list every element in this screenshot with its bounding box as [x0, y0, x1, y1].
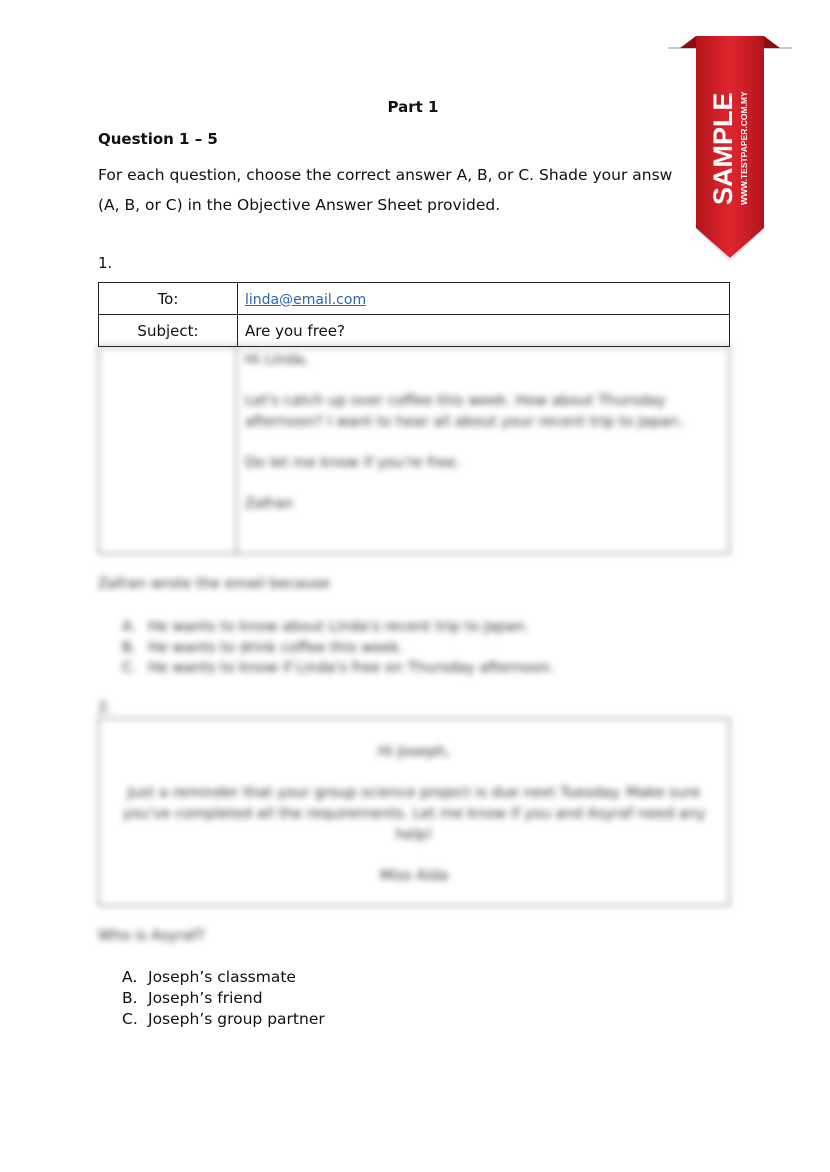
email-paragraph-2: Do let me know if you're free. [245, 455, 461, 471]
question-2-option-b[interactable]: B. Joseph’s friend [122, 989, 263, 1007]
email-body-divider [236, 346, 237, 554]
question-2-stem: Who is Asyraf? [98, 928, 205, 944]
question-1-option-c[interactable]: C. He wants to know if Linda's free on Thursday afternoon. [122, 660, 555, 676]
question-1-option-a[interactable]: A. He wants to know about Linda's recent trip to Japan. [122, 619, 529, 635]
note-body: Just a reminder that your group science project is due next Tuesday. Make sure you've completed all the requirements. Let me know if you and Asyraf need any help! [122, 785, 706, 843]
question-1-options [122, 617, 554, 679]
question-heading: Question 1 – 5 [98, 130, 218, 148]
note-text [110, 742, 718, 907]
instructions-line-1: For each question, choose the correct answer A, B, or C. Shade your answ [98, 166, 673, 184]
email-signature: Zafran [245, 496, 293, 512]
ribbon-sample-text: SAMPLE [708, 92, 738, 205]
question-2-option-c[interactable]: C. Joseph’s group partner [122, 1010, 325, 1028]
email-paragraph-1: Let's catch up over coffee this week. How about Thursday afternoon? I want to hear all about your recent trip to Japan. [245, 393, 684, 430]
question-1-number: 1. [98, 254, 113, 272]
question-1-stem: Zafran wrote the email because [98, 576, 330, 592]
email-header-table [98, 282, 730, 347]
sample-ribbon-watermark [668, 30, 792, 270]
email-body-text [245, 350, 721, 535]
note-signature: Miss Aida [379, 868, 449, 884]
instructions-line-2: (A, B, or C) in the Objective Answer Sheet provided. [98, 196, 501, 214]
question-2-options [122, 967, 325, 1030]
email-greeting: Hi Linda, [245, 352, 309, 368]
email-subject-value: Are you free? [238, 315, 730, 347]
question-1-option-b[interactable]: B. He wants to drink coffee this week. [122, 639, 404, 656]
part-title: Part 1 [387, 98, 439, 116]
email-subject-label: Subject: [99, 315, 238, 347]
email-to-link[interactable]: linda@email.com [245, 291, 367, 308]
instructions [98, 160, 718, 220]
email-to-cell [238, 283, 730, 315]
ribbon-url-text: WWW.TESTPAPER.COM.MY [739, 91, 749, 205]
email-to-label: To: [99, 283, 238, 315]
note-greeting: Hi Joseph, [377, 744, 451, 760]
question-2-option-a[interactable]: A. Joseph’s classmate [122, 968, 296, 986]
question-2-number: 2. [98, 700, 112, 716]
